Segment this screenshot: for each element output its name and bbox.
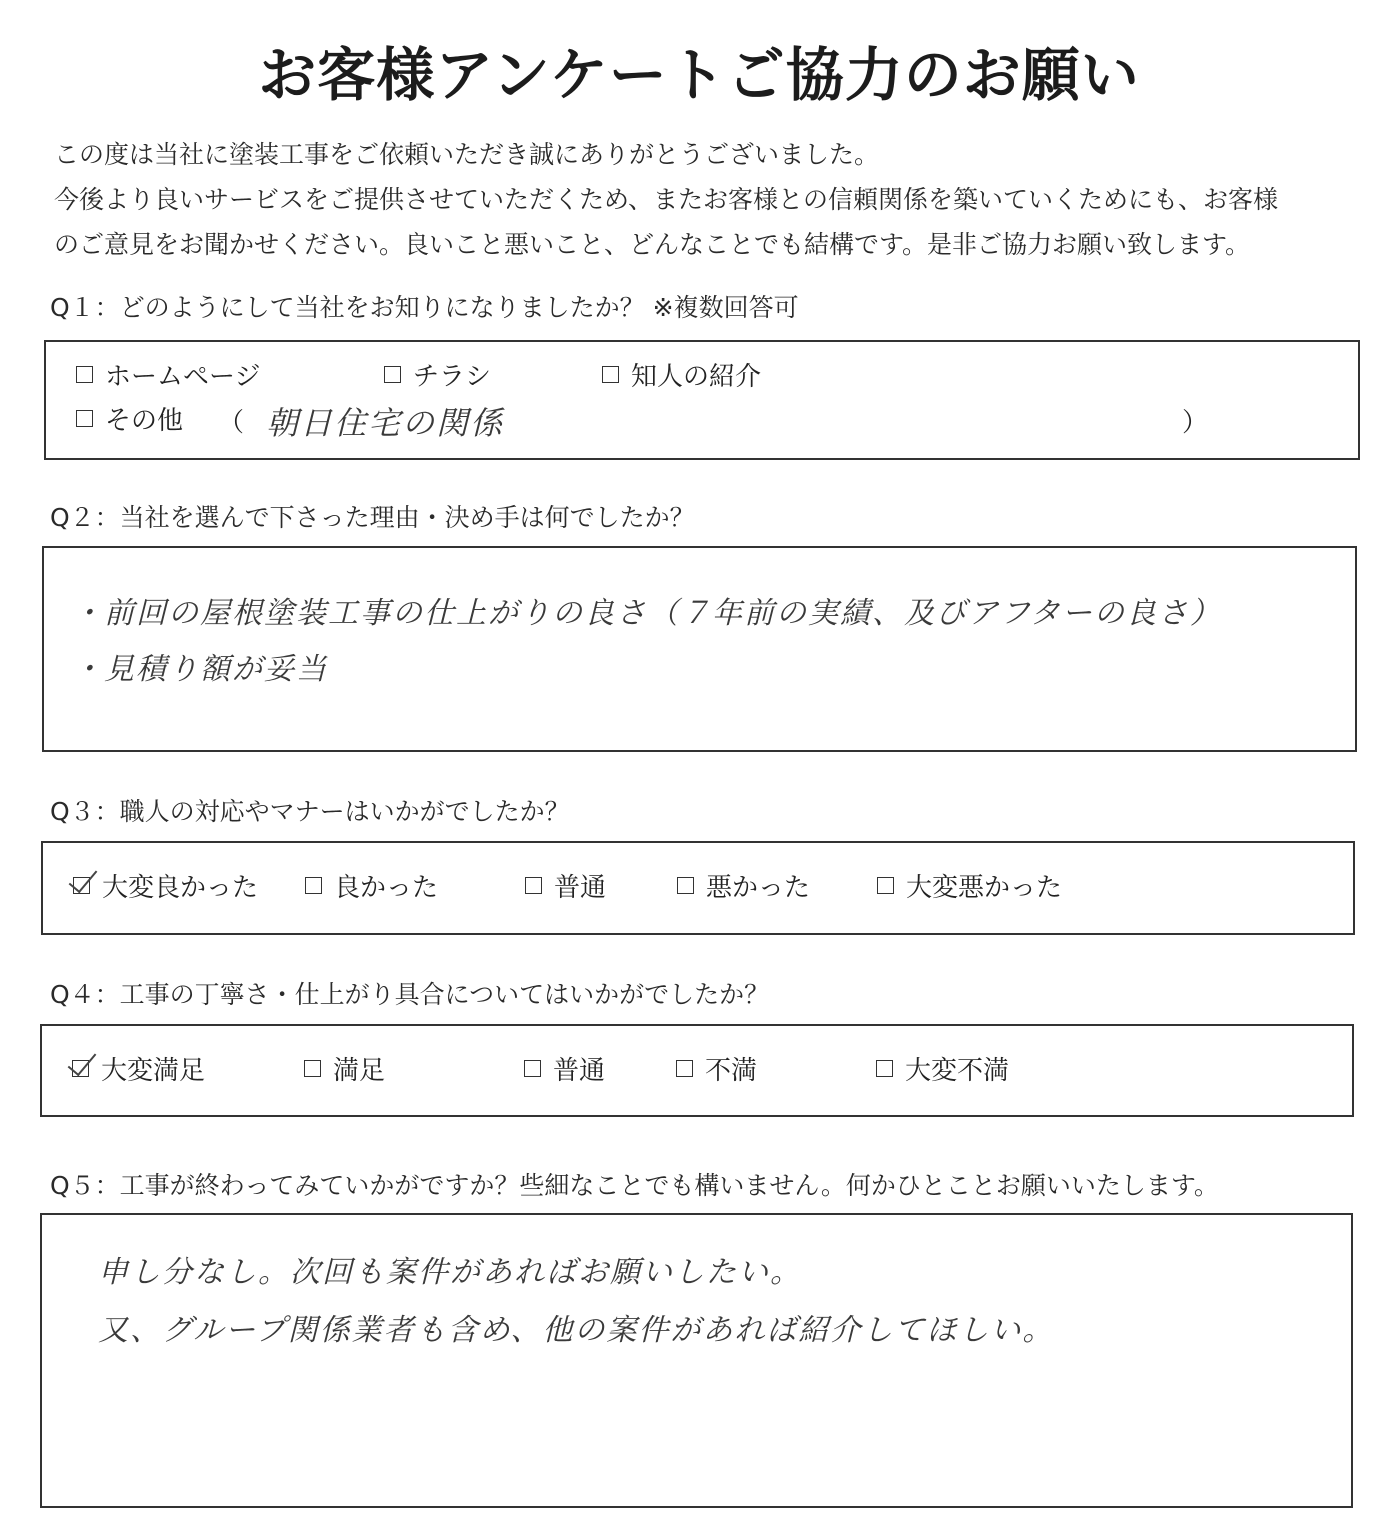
q4-option-satisfied[interactable] bbox=[304, 1050, 385, 1087]
q4-option-average[interactable] bbox=[524, 1050, 605, 1087]
option-label: チラシ bbox=[413, 362, 492, 392]
q4-option-very-dissatisfied[interactable] bbox=[876, 1050, 1009, 1087]
option-label: 悪かった bbox=[706, 873, 811, 903]
checkbox-icon[interactable] bbox=[384, 366, 401, 383]
q2-label: Q２：当社を選んで下さった理由・決め手は何でしたか？ bbox=[50, 503, 695, 532]
checkbox-icon[interactable] bbox=[76, 366, 93, 383]
option-label: 満足 bbox=[333, 1056, 386, 1086]
checkbox-icon[interactable] bbox=[76, 410, 93, 427]
q1-paren-open: （ bbox=[218, 408, 245, 438]
q1-option-homepage[interactable] bbox=[76, 356, 260, 393]
option-label: 大変不満 bbox=[905, 1056, 1010, 1086]
checkbox-icon[interactable] bbox=[676, 1060, 693, 1077]
q1-paren-close: ） bbox=[1182, 408, 1209, 438]
checkbox-checked-icon[interactable] bbox=[72, 1060, 89, 1077]
q3-option-good[interactable] bbox=[305, 867, 438, 904]
checkbox-icon[interactable] bbox=[525, 877, 542, 894]
checkbox-icon[interactable] bbox=[876, 1060, 893, 1077]
q1-option-referral[interactable] bbox=[602, 356, 761, 393]
checkbox-icon[interactable] bbox=[677, 877, 694, 894]
option-label: 不満 bbox=[705, 1056, 758, 1086]
option-label: 大変悪かった bbox=[906, 873, 1063, 903]
option-label: 大変満足 bbox=[101, 1056, 206, 1086]
q1-label: Q１：どのようにして当社をお知りになりましたか？ ※複数回答可 bbox=[50, 293, 799, 322]
q3-option-average[interactable] bbox=[525, 867, 606, 904]
q2-answer-line: ・見積り額が妥当 bbox=[72, 652, 328, 687]
q3-option-bad[interactable] bbox=[677, 867, 810, 904]
q4-option-very-satisfied[interactable] bbox=[72, 1050, 205, 1087]
checkbox-icon[interactable] bbox=[877, 877, 894, 894]
option-label: ホームページ bbox=[105, 362, 261, 392]
q3-answer-box bbox=[41, 841, 1355, 935]
q1-other-answer: 朝日住宅の関係 bbox=[266, 404, 505, 442]
q5-answer-box bbox=[40, 1213, 1353, 1508]
q4-option-dissatisfied[interactable] bbox=[676, 1050, 757, 1087]
checkbox-icon[interactable] bbox=[602, 366, 619, 383]
q5-answer-line: 申し分なし。次回も案件があればお願いしたい。 bbox=[98, 1255, 802, 1290]
intro-line: 今後より良いサービスをご提供させていただくため、またお客様との信頼関係を築いていくためにも、お客様 bbox=[54, 185, 1279, 214]
page-title: お客様アンケートご協力のお願い bbox=[258, 41, 1140, 109]
option-label: 普通 bbox=[553, 1056, 606, 1086]
q4-answer-box bbox=[40, 1024, 1354, 1117]
q3-option-very-good[interactable] bbox=[73, 867, 258, 904]
q1-option-other[interactable] bbox=[76, 400, 183, 437]
checkbox-icon[interactable] bbox=[304, 1060, 321, 1077]
checkbox-icon[interactable] bbox=[524, 1060, 541, 1077]
q5-answer-line: 又、グループ関係業者も含め、他の案件があれば紹介してほしい。 bbox=[98, 1313, 1055, 1348]
intro-line: この度は当社に塗装工事をご依頼いただき誠にありがとうございました。 bbox=[54, 140, 880, 169]
checkbox-icon[interactable] bbox=[305, 877, 322, 894]
q4-label: Q４：工事の丁寧さ・仕上がり具合についてはいかがでしたか？ bbox=[50, 980, 770, 1009]
option-label: その他 bbox=[105, 406, 184, 436]
q5-label: Q５：工事が終わってみていかがですか？些細なことでも構いません。何かひとことお願いいたします。 bbox=[50, 1171, 1219, 1200]
intro-text bbox=[54, 132, 1354, 267]
q2-answer-line: ・前回の屋根塗装工事の仕上がりの良さ（７年前の実績、及びアフターの良さ） bbox=[72, 596, 1222, 631]
q2-answer-box bbox=[42, 546, 1357, 752]
intro-line: のご意見をお聞かせください。良いこと悪いこと、どんなことでも結構です。是非ご協力お願い致します。 bbox=[54, 230, 1251, 259]
option-label: 大変良かった bbox=[102, 873, 259, 903]
q3-label: Q３：職人の対応やマナーはいかがでしたか？ bbox=[50, 797, 570, 826]
option-label: 知人の紹介 bbox=[631, 362, 762, 392]
q3-option-very-bad[interactable] bbox=[877, 867, 1062, 904]
option-label: 普通 bbox=[554, 873, 607, 903]
q1-option-flyer[interactable] bbox=[384, 356, 491, 393]
option-label: 良かった bbox=[334, 873, 439, 903]
q1-answer-box bbox=[44, 340, 1360, 460]
checkbox-checked-icon[interactable] bbox=[73, 877, 90, 894]
